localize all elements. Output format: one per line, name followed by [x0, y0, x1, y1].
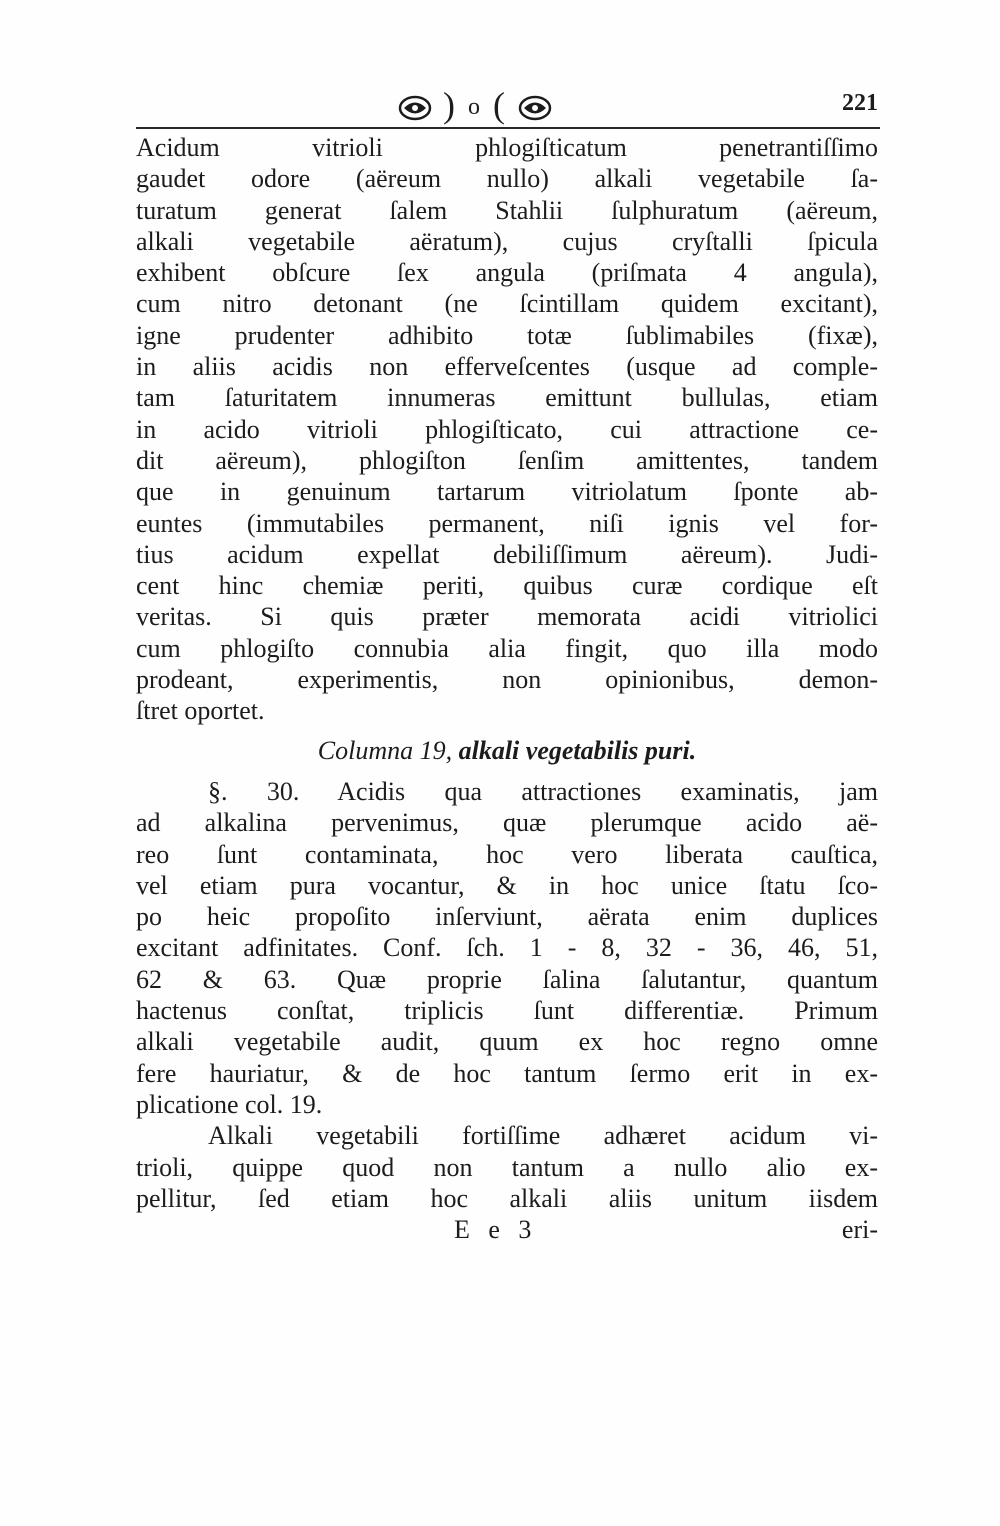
section-heading-column: Columna 19,	[317, 735, 453, 765]
text-line: tius acidum expellat debiliſſimum aëreum). Judi-	[136, 539, 878, 569]
text-line: po heic propoſito inſerviunt, aërata enim duplices	[136, 902, 878, 932]
paragraph-3	[136, 1120, 878, 1214]
paragraph-1	[136, 132, 878, 727]
catchword: eri-	[841, 1215, 878, 1245]
text-line: prodeant, experimentis, non opinionibus, demon-	[136, 665, 878, 695]
text-line: gaudet odore (aëreum nullo) alkali vegetabile ſa-	[136, 164, 878, 194]
text-line: §. 30. Acidis qua attractiones examinatis, jam	[208, 776, 878, 806]
text-line: 62 & 63. Quæ proprie ſalina ſalutantur, quantum	[136, 964, 878, 994]
text-line: cum phlogiſto connubia alia fingit, quo illa modo	[136, 633, 878, 663]
text-line: ad alkalina pervenimus, quæ plerumque acido aë-	[136, 808, 878, 838]
text-line: in acido vitrioli phlogiſticato, cui attractione ce-	[136, 414, 878, 444]
text-line: excitant adfinitates. Conf. ſch. 1 - 8, 32 - 36, 46, 51,	[136, 933, 878, 963]
section-heading	[136, 735, 878, 766]
text-line: in aliis acidis non efferveſcentes (usque ad comple-	[136, 352, 878, 382]
text-line: reo ſunt contaminata, hoc vero liberata cauſtica,	[136, 839, 878, 869]
text-line: alkali vegetabile aëratum), cujus cryſtalli ſpicula	[136, 226, 878, 256]
text-line: dit aëreum), phlogiſton ſenſim amittentes, tandem	[136, 445, 878, 475]
running-header	[136, 84, 878, 128]
text-line: vel etiam pura vocantur, & in hoc unice ſtatu ſco-	[136, 870, 878, 900]
text-line: que in genuinum tartarum vitriolatum ſponte ab-	[136, 477, 878, 507]
text-line: veritas. Si quis præter memorata acidi vitriolici	[136, 602, 878, 632]
fleuron-icon	[518, 95, 552, 121]
header-rule	[136, 127, 880, 129]
signature-mark: E e 3	[454, 1215, 538, 1245]
section-heading-title: alkali vegetabilis puri.	[458, 735, 697, 765]
text-line: fere hauriatur, & de hoc tantum ſermo erit in ex-	[136, 1058, 878, 1088]
header-ornament	[398, 84, 552, 126]
text-line: turatum generat ſalem Stahlii ſulphuratum (aëreum,	[136, 195, 878, 225]
text-line: alkali vegetabile audit, quum ex hoc regno omne	[136, 1027, 878, 1057]
text-line: cent hinc chemiæ periti, quibus curæ cordique eſt	[136, 571, 878, 601]
text-line: hactenus conſtat, triplicis ſunt differentiæ. Primum	[136, 996, 878, 1026]
ornament-paren-left: )	[443, 85, 457, 125]
text-line: igne prudenter adhibito totæ ſublimabiles (fixæ),	[136, 320, 878, 350]
text-line: exhibent obſcure ſex angula (priſmata 4 angula),	[136, 258, 878, 288]
body-text	[136, 132, 878, 1245]
text-line: plicatione col. 19.	[136, 1089, 323, 1119]
page-number: 221	[842, 90, 878, 116]
text-line: euntes (immutabiles permanent, niſi ignis vel for-	[136, 508, 878, 538]
text-line: pellitur, ſed etiam hoc alkali aliis unitum iisdem	[136, 1183, 878, 1213]
text-line: Acidum vitrioli phlogiſticatum penetrantiſſimo	[136, 133, 878, 162]
text-line: tam ſaturitatem innumeras emittunt bullulas, etiam	[136, 383, 878, 413]
fleuron-icon	[398, 95, 432, 121]
text-line: Alkali vegetabili fortiſſime adhæret acidum vi-	[208, 1121, 878, 1151]
text-line: trioli, quippe quod non tantum a nullo alio ex-	[136, 1152, 878, 1182]
text-line: cum nitro detonant (ne ſcintillam quidem excitant),	[136, 289, 878, 319]
page-footer	[136, 1214, 878, 1245]
ornament-paren-right: (	[493, 85, 507, 125]
text-line: ſtret oportet.	[136, 696, 265, 726]
ornament-circle: o	[468, 94, 482, 120]
paragraph-2	[136, 776, 878, 1120]
